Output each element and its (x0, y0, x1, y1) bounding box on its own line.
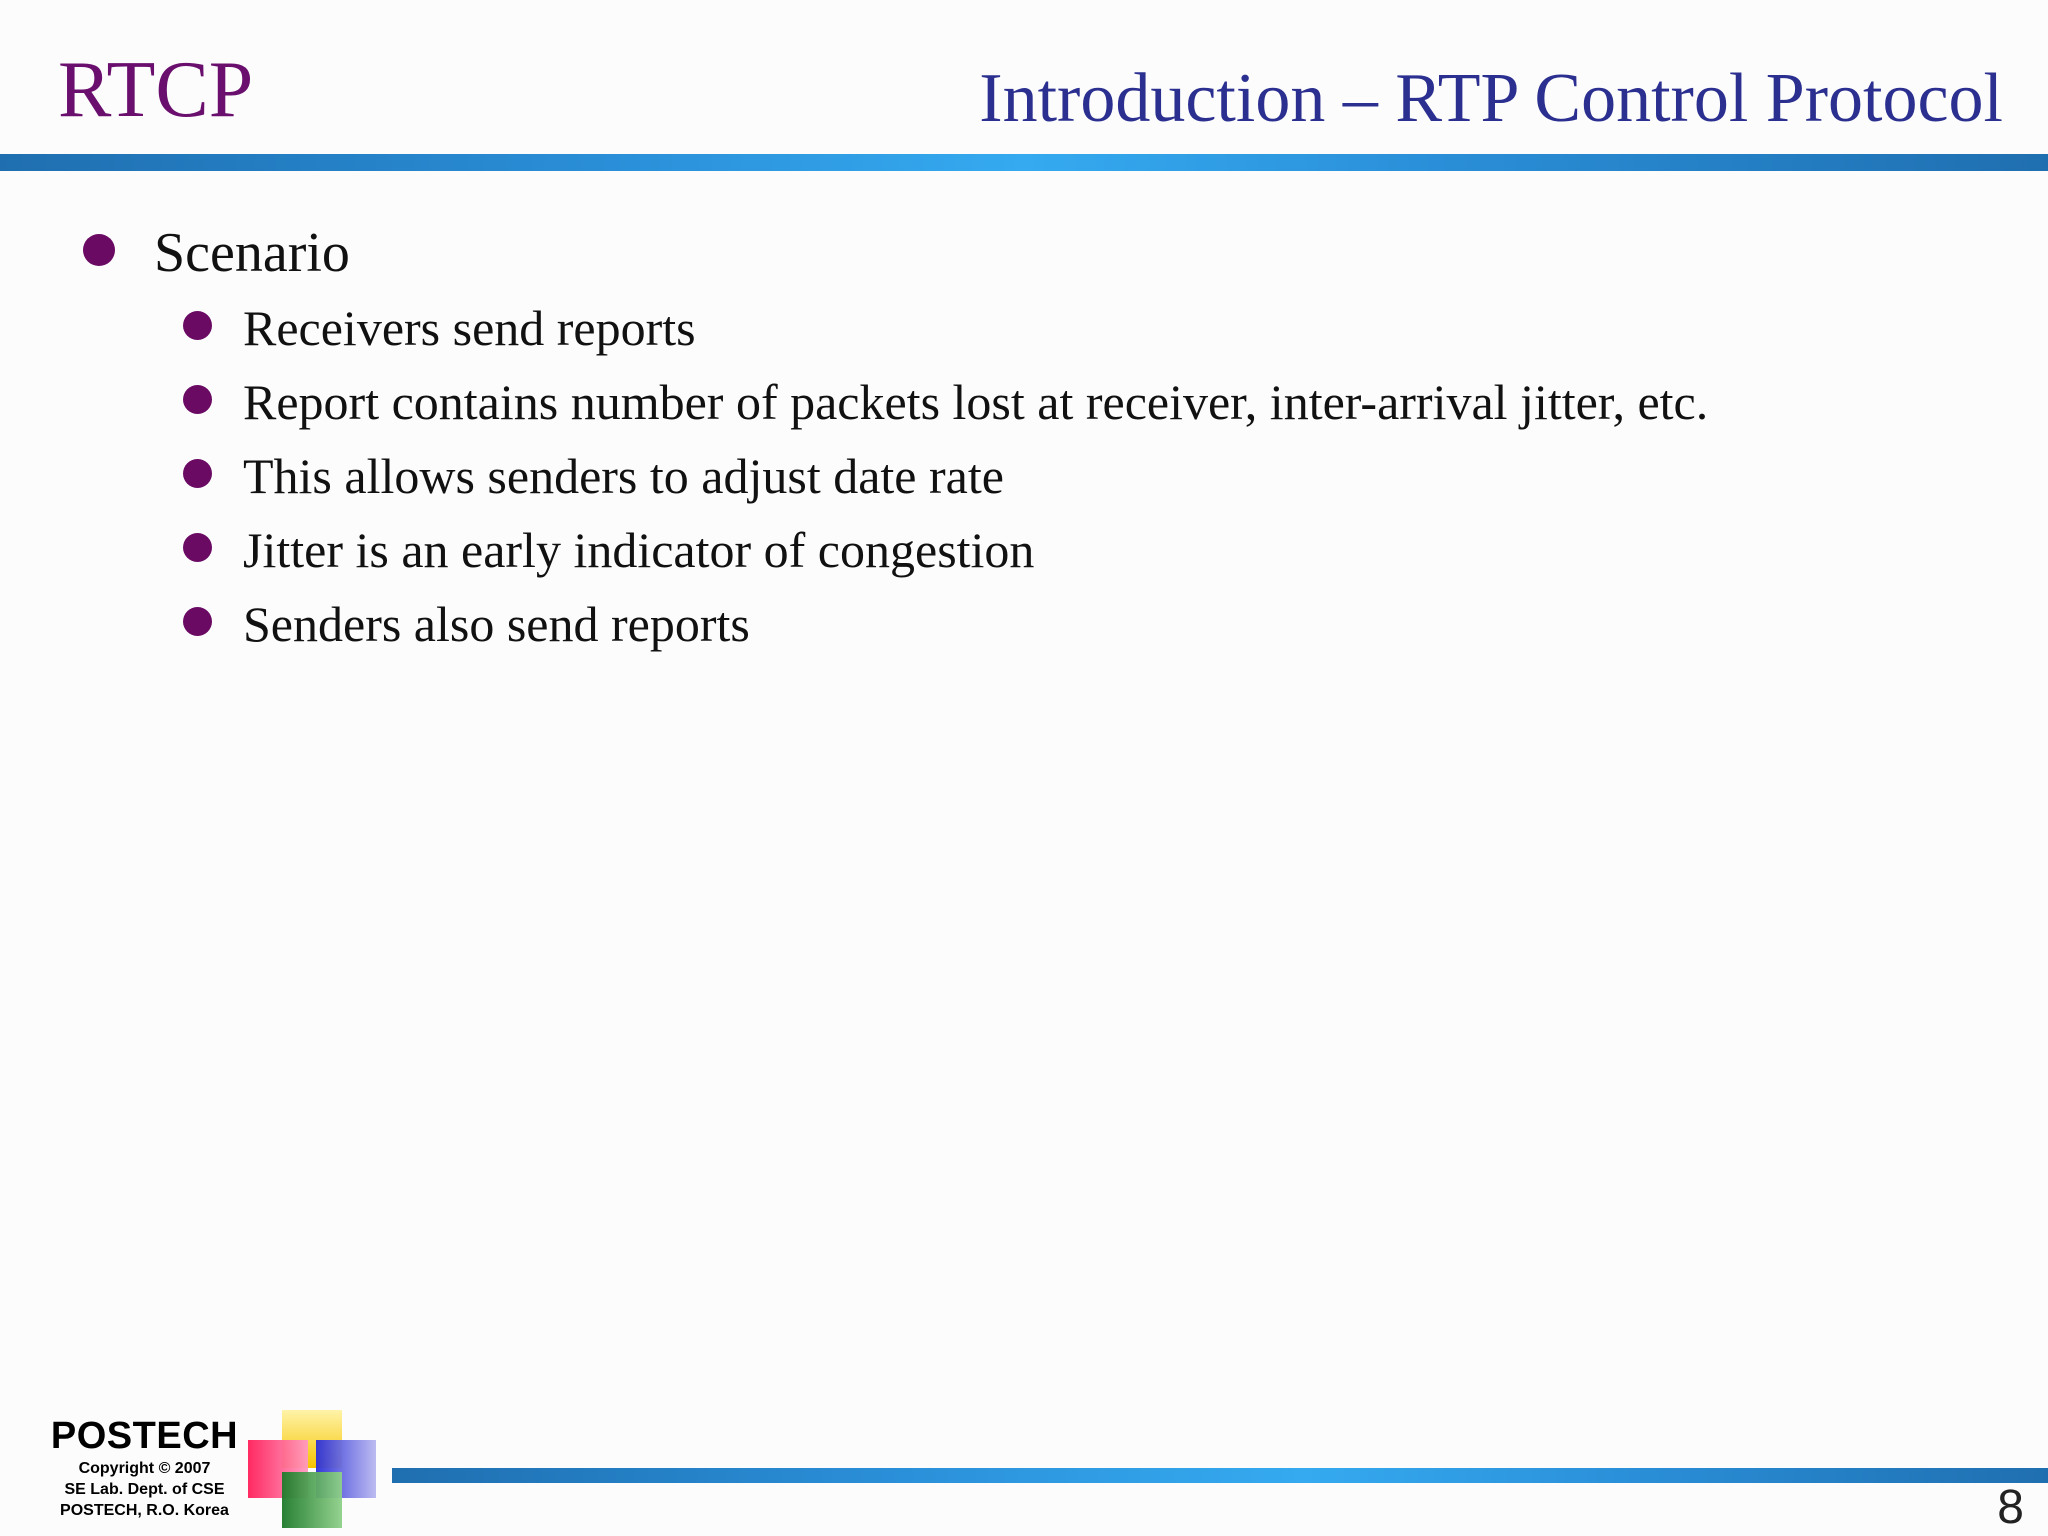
footer-divider (392, 1468, 2048, 1483)
slide-title: Introduction – RTP Control Protocol (979, 60, 2003, 137)
bullet-item: Jitter is an early indicator of congestion (243, 522, 1035, 578)
bullet-item: Receivers send reports (243, 300, 696, 356)
copyright-text: Copyright © 2007 (78, 1460, 211, 1477)
postech-logo-text (42, 1414, 247, 1521)
bullet-item: This allows senders to adjust date rate (243, 448, 1004, 504)
bullet-dot (183, 311, 212, 340)
bullet-item: Report contains number of packets lost at receiver, inter-arrival jitter, etc. (243, 374, 1709, 430)
bullet-dot (183, 385, 212, 414)
bullet-dot (183, 533, 212, 562)
postech-logo-icon (246, 1408, 378, 1530)
bullet-dot (183, 459, 212, 488)
bullet-dot (183, 607, 212, 636)
header-divider (0, 154, 2048, 171)
bullet-dot (83, 234, 115, 266)
bullet-item: Senders also send reports (243, 596, 750, 652)
section-title: RTCP (58, 46, 254, 134)
page-number: 8 (1997, 1481, 2024, 1534)
logo-green-square (282, 1472, 342, 1528)
department-text: SE Lab. Dept. of CSE (64, 1481, 225, 1498)
location-text: POSTECH, R.O. Korea (60, 1502, 229, 1519)
bullet-item-scenario: Scenario (154, 222, 350, 284)
logo-name: POSTECH (50, 1415, 239, 1457)
